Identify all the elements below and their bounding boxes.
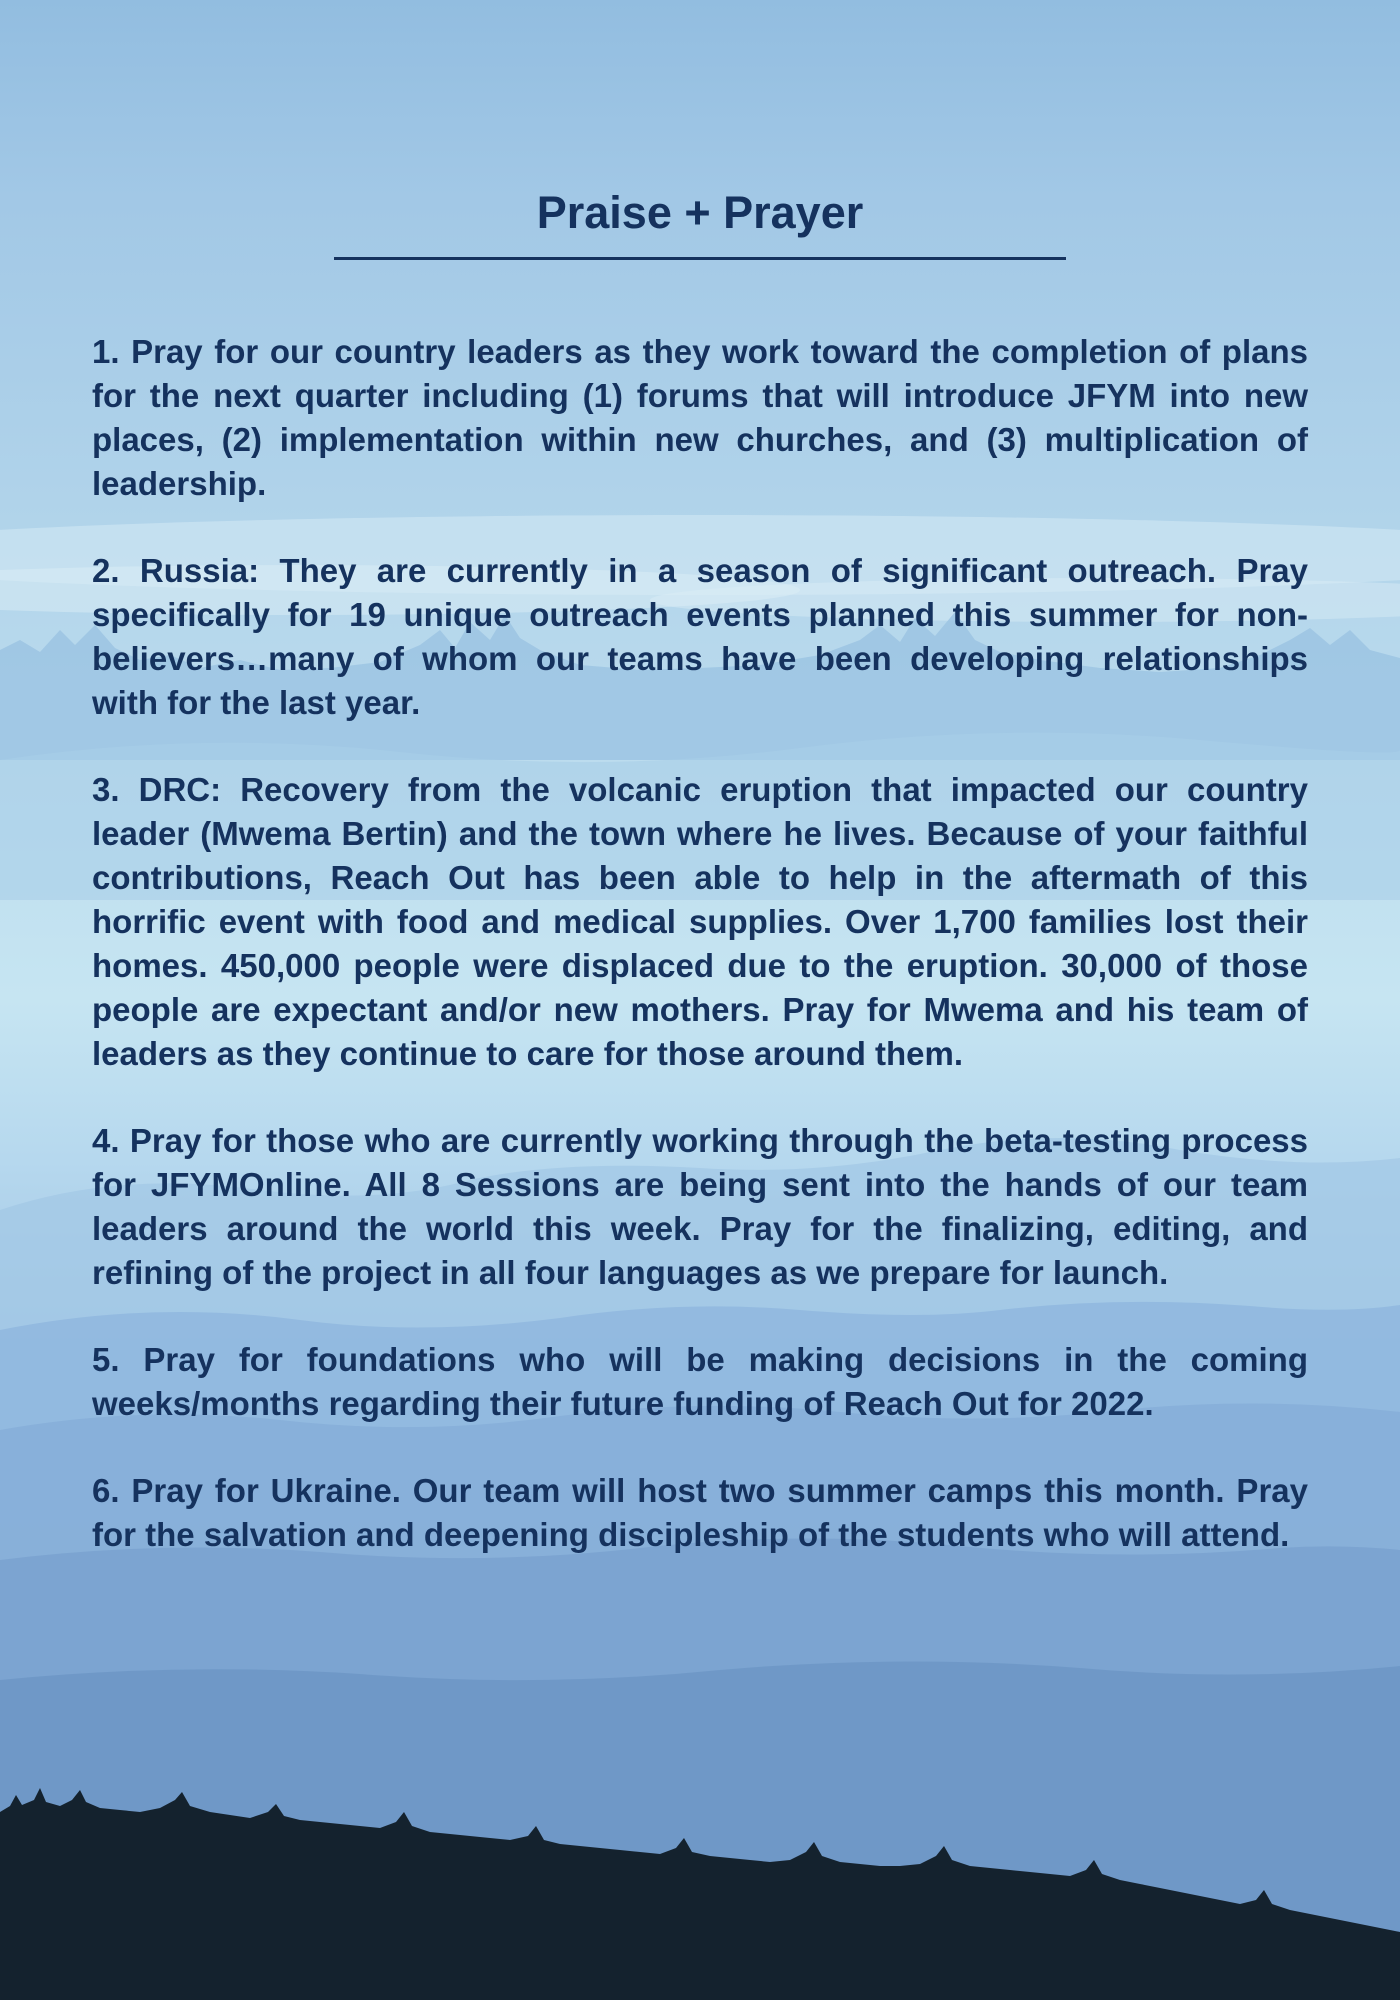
title-underline bbox=[334, 257, 1066, 260]
document-body bbox=[92, 185, 1308, 1600]
prayer-list bbox=[92, 330, 1308, 1557]
prayer-item-5: 5. Pray for foundations who will be making decisions in the coming weeks/months regarding their future funding of Reach Out for 2022. bbox=[92, 1341, 1308, 1422]
prayer-item-4: 4. Pray for those who are currently working through the beta-testing process for JFYMOnline. All 8 Sessions are being sent into the hands of our team leaders around the world this week. Pray for the finalizing, editing, and refining of the project in all four languages as we prepare for launch. bbox=[92, 1122, 1308, 1291]
prayer-item-3: 3. DRC: Recovery from the volcanic eruption that impacted our country leader (Mwema Bertin) and the town where he lives. Because of your faithful contributions, Reach Out has been able to help in the aftermath of this horrific event with food and medical supplies. Over 1,700 families lost their homes. 450,000 people were displaced due to the eruption. 30,000 of those people are expectant and/or new mothers. Pray for Mwema and his team of leaders as they continue to care for those around them. bbox=[92, 771, 1308, 1072]
page-title: Praise + Prayer bbox=[536, 187, 864, 238]
prayer-item-2: 2. Russia: They are currently in a season of significant outreach. Pray specifically for 19 unique outreach events planned this summer for non-believers…many of whom our teams have been developing relationships with for the last year. bbox=[92, 552, 1308, 721]
prayer-item-1: 1. Pray for our country leaders as they work toward the completion of plans for the next quarter including (1) forums that will introduce JFYM into new places, (2) implementation within new churches, and (3) multiplication of leadership. bbox=[92, 333, 1308, 502]
prayer-item-6: 6. Pray for Ukraine. Our team will host two summer camps this month. Pray for the salvation and deepening discipleship of the students who will attend. bbox=[92, 1472, 1308, 1553]
